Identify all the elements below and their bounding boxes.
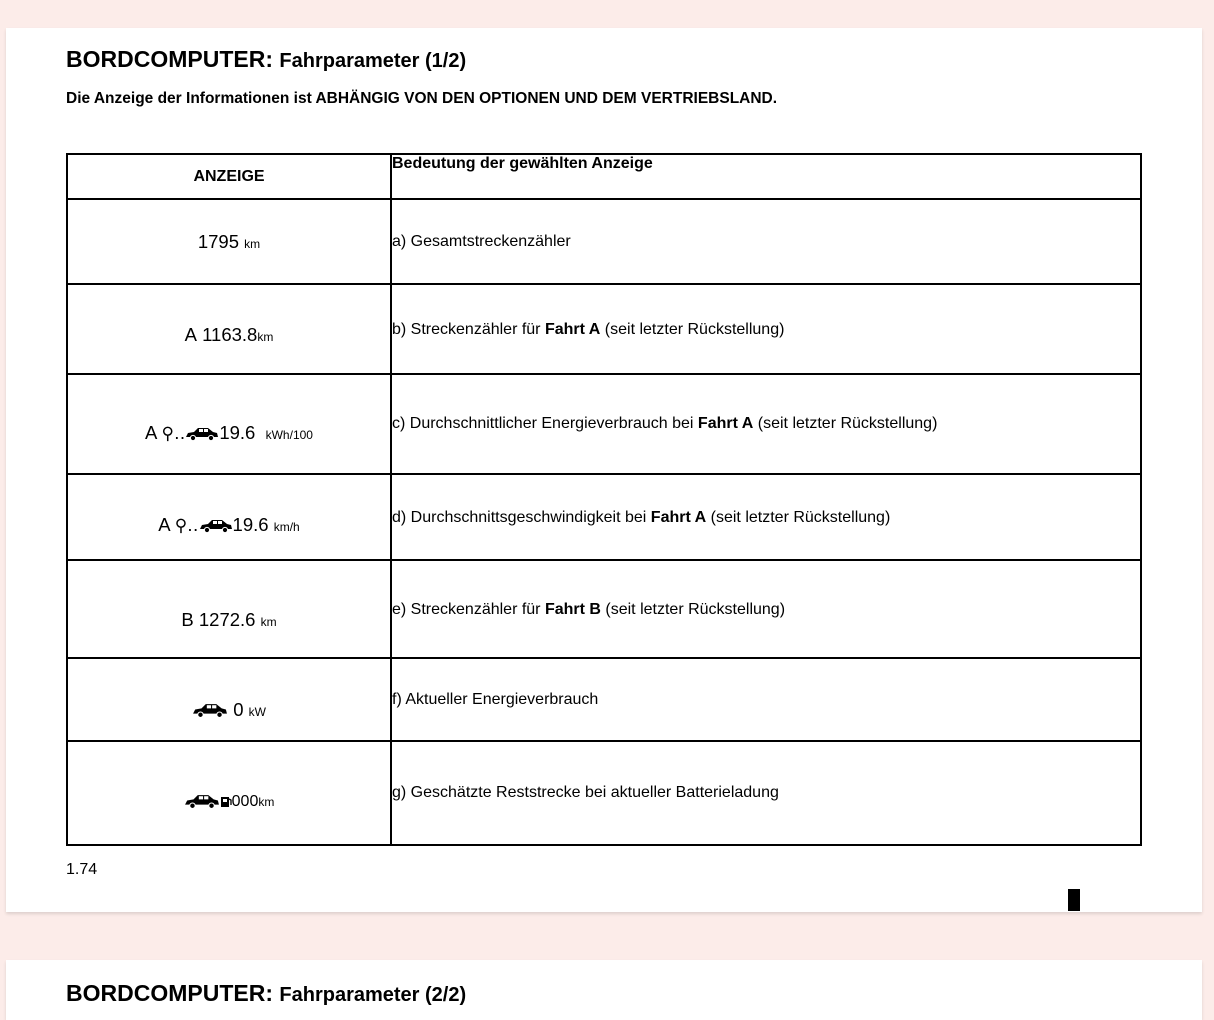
meaning-cell: c) Durchschnittlicher Energieverbrauch bei Fahrt A (seit letzter Rückstellung) bbox=[391, 374, 1141, 474]
display-cell: 000km bbox=[67, 741, 391, 845]
meaning-cell: d) Durchschnittsgeschwindigkeit bei Fahrt A (seit letzter Rückstellung) bbox=[391, 474, 1141, 560]
table-row bbox=[67, 199, 1141, 284]
page-title: BORDCOMPUTER: Fahrparameter (1/2) bbox=[66, 46, 467, 72]
page-title: BORDCOMPUTER: Fahrparameter (2/2) bbox=[66, 980, 467, 1006]
display-table bbox=[66, 153, 1142, 846]
text-cursor-mark bbox=[1068, 889, 1080, 911]
display-cell: A 1163.8km bbox=[67, 284, 391, 374]
meaning-cell: g) Geschätzte Reststrecke bei aktueller Batterieladung bbox=[391, 741, 1141, 845]
display-cell: A ⚲‥ 19.6 kWh/100 bbox=[67, 374, 391, 474]
meaning-cell: e) Streckenzähler für Fahrt B (seit letzter Rückstellung) bbox=[391, 560, 1141, 658]
table-header-row bbox=[67, 154, 1141, 199]
table-row bbox=[67, 374, 1141, 474]
car-icon bbox=[192, 703, 228, 718]
table-row bbox=[67, 474, 1141, 560]
table-row bbox=[67, 560, 1141, 658]
display-cell: B 1272.6 km bbox=[67, 560, 391, 658]
table-row bbox=[67, 658, 1141, 741]
header-meaning: Bedeutung der gewählten Anzeige bbox=[391, 154, 1141, 199]
page-number: 1.74 bbox=[66, 861, 98, 878]
display-cell: 1795 km bbox=[67, 199, 391, 284]
battery-icon bbox=[220, 795, 232, 808]
meaning-cell: b) Streckenzähler für Fahrt A (seit letzter Rückstellung) bbox=[391, 284, 1141, 374]
display-cell: 0 kW bbox=[67, 658, 391, 741]
display-cell: A ⚲‥ 19.6 km/h bbox=[67, 474, 391, 560]
trip-pin-icon: ⚲‥ bbox=[161, 424, 186, 443]
document-page-1 bbox=[6, 28, 1202, 912]
car-icon bbox=[199, 519, 233, 533]
meaning-cell: a) Gesamtstreckenzähler bbox=[391, 199, 1141, 284]
trip-pin-icon: ⚲‥ bbox=[174, 516, 199, 535]
car-icon bbox=[185, 427, 219, 441]
meaning-cell: f) Aktueller Energieverbrauch bbox=[391, 658, 1141, 741]
table-row bbox=[67, 284, 1141, 374]
document-page-2 bbox=[6, 960, 1202, 1020]
intro-text: Die Anzeige der Informationen ist ABHÄNGIG VON DEN OPTIONEN UND DEM VERTRIEBSLAND. bbox=[66, 90, 778, 107]
car-icon bbox=[184, 794, 220, 809]
table-row bbox=[67, 741, 1141, 845]
header-display: ANZEIGE bbox=[67, 154, 391, 199]
